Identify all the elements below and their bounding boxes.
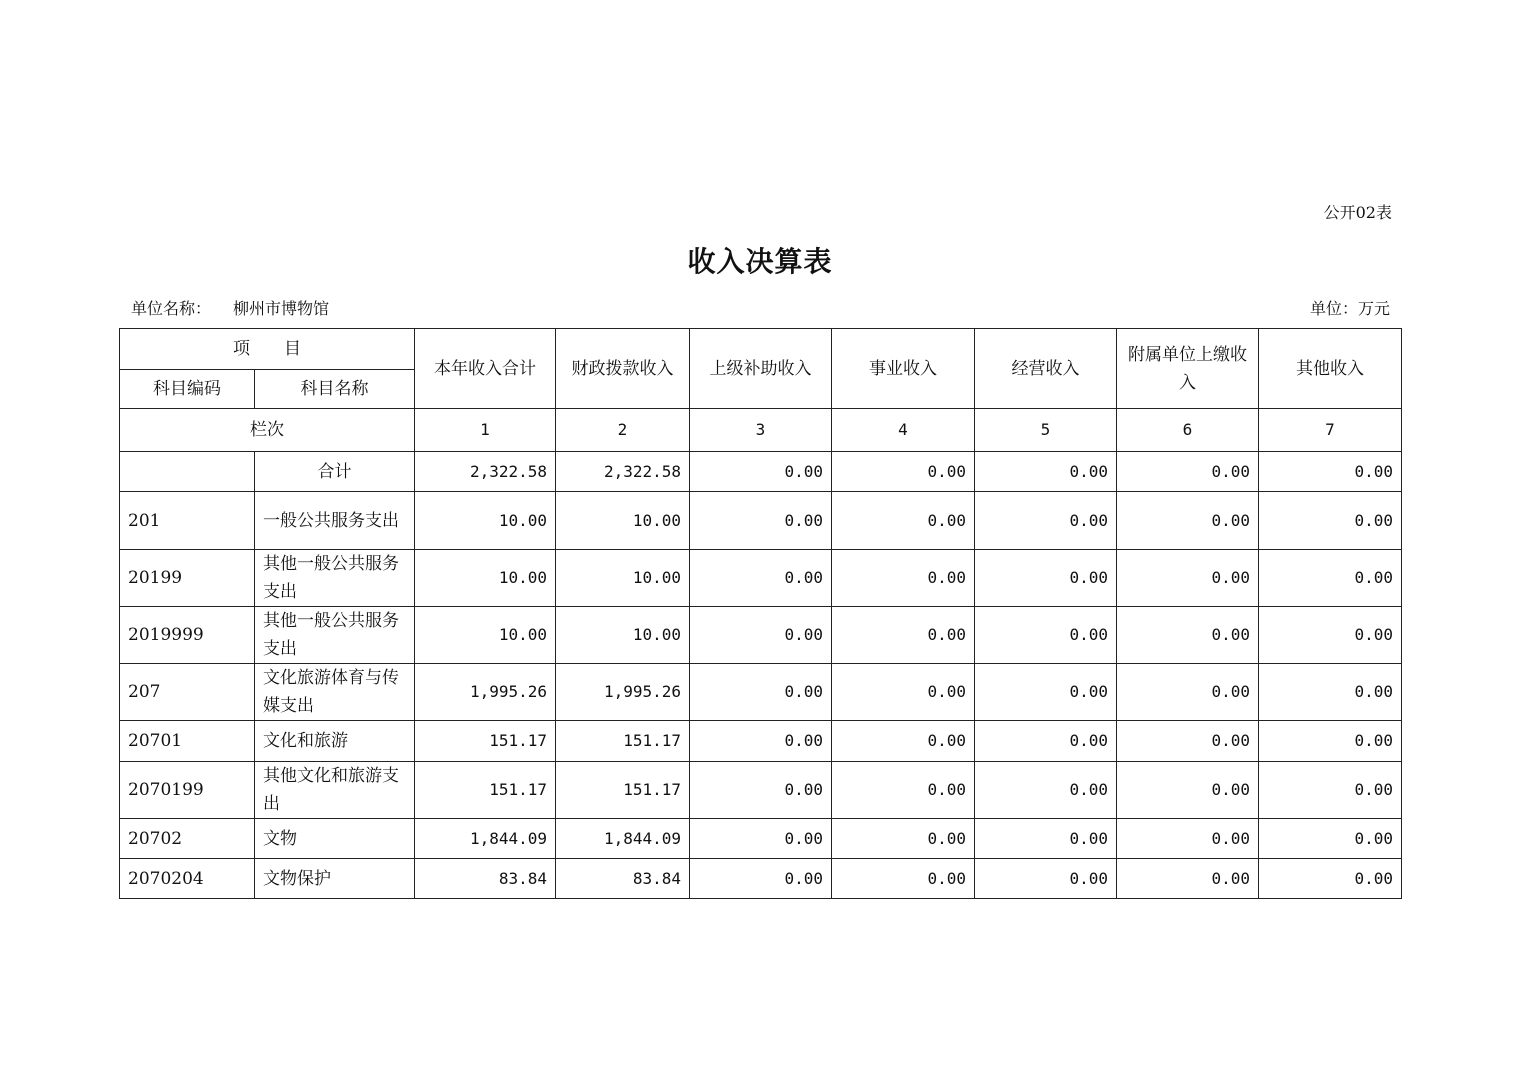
amount-cell: 0.00 — [1259, 819, 1402, 859]
amount-cell: 1,844.09 — [415, 819, 556, 859]
total-value: 0.00 — [1117, 452, 1259, 492]
subject-code: 20701 — [120, 721, 255, 762]
amount-cell: 0.00 — [832, 762, 975, 819]
amount-cell: 0.00 — [1259, 492, 1402, 550]
amount-cell: 0.00 — [832, 721, 975, 762]
amount-cell: 0.00 — [1259, 607, 1402, 664]
table-row — [120, 550, 1402, 607]
amount-cell: 10.00 — [415, 550, 556, 607]
total-value: 0.00 — [690, 452, 832, 492]
table-row — [120, 859, 1402, 899]
unit-name-label: 单位名称： — [131, 299, 212, 318]
col-fiscal-allocation-header: 财政拨款收入 — [556, 329, 690, 409]
amount-cell: 0.00 — [1117, 607, 1259, 664]
col-superior-subsidy-header: 上级补助收入 — [690, 329, 832, 409]
subject-name-header: 科目名称 — [255, 370, 415, 409]
total-value: 0.00 — [832, 452, 975, 492]
amount-cell: 0.00 — [1259, 550, 1402, 607]
subject-code-header: 科目编码 — [120, 370, 255, 409]
amount-cell: 0.00 — [1117, 721, 1259, 762]
amount-cell: 0.00 — [975, 550, 1117, 607]
amount-cell: 0.00 — [975, 607, 1117, 664]
unit-name-value: 柳州市博物馆 — [233, 299, 330, 318]
amount-cell: 0.00 — [832, 607, 975, 664]
amount-cell: 10.00 — [556, 550, 690, 607]
subject-name: 其他文化和旅游支出 — [255, 762, 415, 819]
total-value: 2,322.58 — [556, 452, 690, 492]
amount-cell: 0.00 — [832, 859, 975, 899]
amount-cell: 83.84 — [415, 859, 556, 899]
amount-cell: 0.00 — [690, 492, 832, 550]
total-value: 0.00 — [975, 452, 1117, 492]
total-label: 合计 — [255, 452, 415, 492]
project-header: 项 目 — [120, 329, 415, 370]
amount-cell: 1,995.26 — [415, 664, 556, 721]
column-index-7: 7 — [1259, 409, 1402, 452]
total-code-cell — [120, 452, 255, 492]
subject-name: 文物 — [255, 819, 415, 859]
amount-cell: 0.00 — [975, 819, 1117, 859]
amount-cell: 151.17 — [556, 762, 690, 819]
col-total-income-header: 本年收入合计 — [415, 329, 556, 409]
amount-cell: 0.00 — [832, 492, 975, 550]
subject-code: 2019999 — [120, 607, 255, 664]
table-row — [120, 721, 1402, 762]
amount-cell: 0.00 — [690, 607, 832, 664]
amount-cell: 10.00 — [415, 607, 556, 664]
subject-name: 文物保护 — [255, 859, 415, 899]
amount-cell: 0.00 — [832, 550, 975, 607]
col-subsidiary-remit-header: 附属单位上缴收入 — [1117, 329, 1259, 409]
amount-cell: 0.00 — [975, 492, 1117, 550]
amount-cell: 151.17 — [556, 721, 690, 762]
col-other-income-header: 其他收入 — [1259, 329, 1402, 409]
column-index-1: 1 — [415, 409, 556, 452]
amount-cell: 151.17 — [415, 762, 556, 819]
income-final-accounts-table — [119, 328, 1402, 899]
amount-cell: 10.00 — [556, 492, 690, 550]
form-number: 公开02表 — [1323, 203, 1392, 222]
column-index-3: 3 — [690, 409, 832, 452]
amount-cell: 1,844.09 — [556, 819, 690, 859]
amount-cell: 0.00 — [1259, 859, 1402, 899]
amount-cell: 0.00 — [690, 721, 832, 762]
col-business-income-header: 事业收入 — [832, 329, 975, 409]
amount-cell: 0.00 — [1117, 492, 1259, 550]
amount-cell: 0.00 — [1259, 762, 1402, 819]
amount-cell: 0.00 — [1259, 664, 1402, 721]
amount-cell: 0.00 — [1117, 819, 1259, 859]
subject-code: 207 — [120, 664, 255, 721]
subject-name: 文化旅游体育与传媒支出 — [255, 664, 415, 721]
table-row — [120, 762, 1402, 819]
amount-cell: 0.00 — [690, 819, 832, 859]
amount-cell: 1,995.26 — [556, 664, 690, 721]
column-index-4: 4 — [832, 409, 975, 452]
subject-code: 20199 — [120, 550, 255, 607]
subject-name: 其他一般公共服务支出 — [255, 607, 415, 664]
total-value: 0.00 — [1259, 452, 1402, 492]
total-row — [120, 452, 1402, 492]
amount-cell: 0.00 — [1259, 721, 1402, 762]
column-index-5: 5 — [975, 409, 1117, 452]
subject-name: 一般公共服务支出 — [255, 492, 415, 550]
subject-code: 201 — [120, 492, 255, 550]
table-row — [120, 819, 1402, 859]
subject-code: 20702 — [120, 819, 255, 859]
table-row — [120, 492, 1402, 550]
amount-cell: 10.00 — [415, 492, 556, 550]
amount-cell: 0.00 — [832, 819, 975, 859]
amount-cell: 83.84 — [556, 859, 690, 899]
total-value: 2,322.58 — [415, 452, 556, 492]
column-index-row — [120, 409, 1402, 452]
subject-name: 其他一般公共服务支出 — [255, 550, 415, 607]
col-operating-income-header: 经营收入 — [975, 329, 1117, 409]
amount-cell: 0.00 — [1117, 550, 1259, 607]
amount-cell: 0.00 — [690, 859, 832, 899]
header-row-1 — [120, 329, 1402, 370]
amount-cell: 0.00 — [975, 859, 1117, 899]
amount-cell: 0.00 — [690, 762, 832, 819]
column-index-2: 2 — [556, 409, 690, 452]
amount-cell: 0.00 — [690, 550, 832, 607]
amount-cell: 0.00 — [832, 664, 975, 721]
column-index-6: 6 — [1117, 409, 1259, 452]
amount-cell: 0.00 — [1117, 762, 1259, 819]
amount-cell: 151.17 — [415, 721, 556, 762]
amount-cell: 0.00 — [1117, 859, 1259, 899]
column-index-label: 栏次 — [120, 409, 415, 452]
unit-measure: 单位：万元 — [1309, 299, 1390, 318]
amount-cell: 0.00 — [690, 664, 832, 721]
amount-cell: 0.00 — [1117, 664, 1259, 721]
page-title: 收入决算表 — [687, 245, 833, 278]
amount-cell: 0.00 — [975, 664, 1117, 721]
subject-code: 2070199 — [120, 762, 255, 819]
amount-cell: 0.00 — [975, 762, 1117, 819]
table-row — [120, 664, 1402, 721]
amount-cell: 0.00 — [975, 721, 1117, 762]
unit-name-line — [131, 296, 329, 319]
subject-code: 2070204 — [120, 859, 255, 899]
table-row — [120, 607, 1402, 664]
amount-cell: 10.00 — [556, 607, 690, 664]
subject-name: 文化和旅游 — [255, 721, 415, 762]
